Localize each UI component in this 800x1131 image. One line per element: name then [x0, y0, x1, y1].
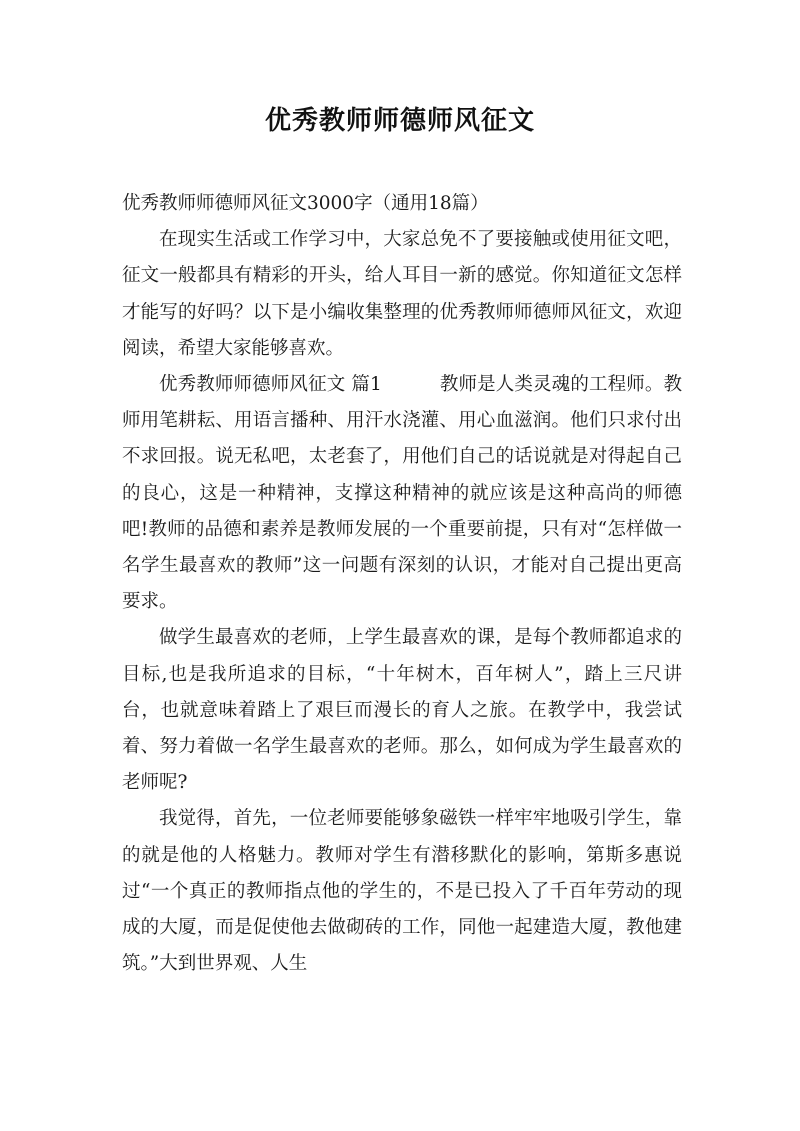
section-paragraph	[122, 367, 682, 620]
body-paragraph: 做学生最喜欢的老师，上学生最喜欢的课，是每个教师都追求的目标,也是我所追求的目标，“十年树木，百年树人”，踏上三尺讲台，也就意味着踏上了艰巨而漫长的育人之旅。在教学中，我尝试着、努力着做一名学生最喜欢的老师。那么，如何成为学生最喜欢的老师呢?	[122, 627, 682, 794]
body-paragraph: 我觉得，首先，一位老师要能够象磁铁一样牢牢地吸引学生，靠的就是他的人格魅力。教师对学生有潜移默化的影响，第斯多惠说过“一个真正的教师指点他的学生的，不是已投入了千百年劳动的现成的大厦，而是促使他去做砌砖的工作，同他一起建造大厦，教他建筑。”大到世界观、人生	[122, 808, 682, 975]
document-body	[122, 186, 682, 982]
document-subtitle: 优秀教师师德师风征文3000字（通用18篇）	[122, 193, 489, 214]
section-body: 教师是人类灵魂的工程师。教师用笔耕耘、用语言播种、用汗水浇灌、用心血滋润。他们只求付出不求回报。说无私吧，太老套了，用他们自己的话说就是对得起自己的良心，这是一种精神，支撑这种精神的就应该是这种高尚的师德吧!教师的品德和素养是教师发展的一个重要前提，只有对“怎样做一名学生最喜欢的教师”这一问题有深刻的认识，才能对自己提出更高要求。	[122, 374, 682, 613]
document-title: 优秀教师师德师风征文	[264, 106, 535, 136]
section-heading: 优秀教师师德师风征文 篇1	[159, 374, 382, 396]
intro-paragraph: 在现实生活或工作学习中，大家总免不了要接触或使用征文吧，征文一般都具有精彩的开头，给人耳目一新的感觉。你知道征文怎样才能写的好吗？以下是小编收集整理的优秀教师师德师风征文，欢迎阅读，希望大家能够喜欢。	[122, 229, 682, 359]
